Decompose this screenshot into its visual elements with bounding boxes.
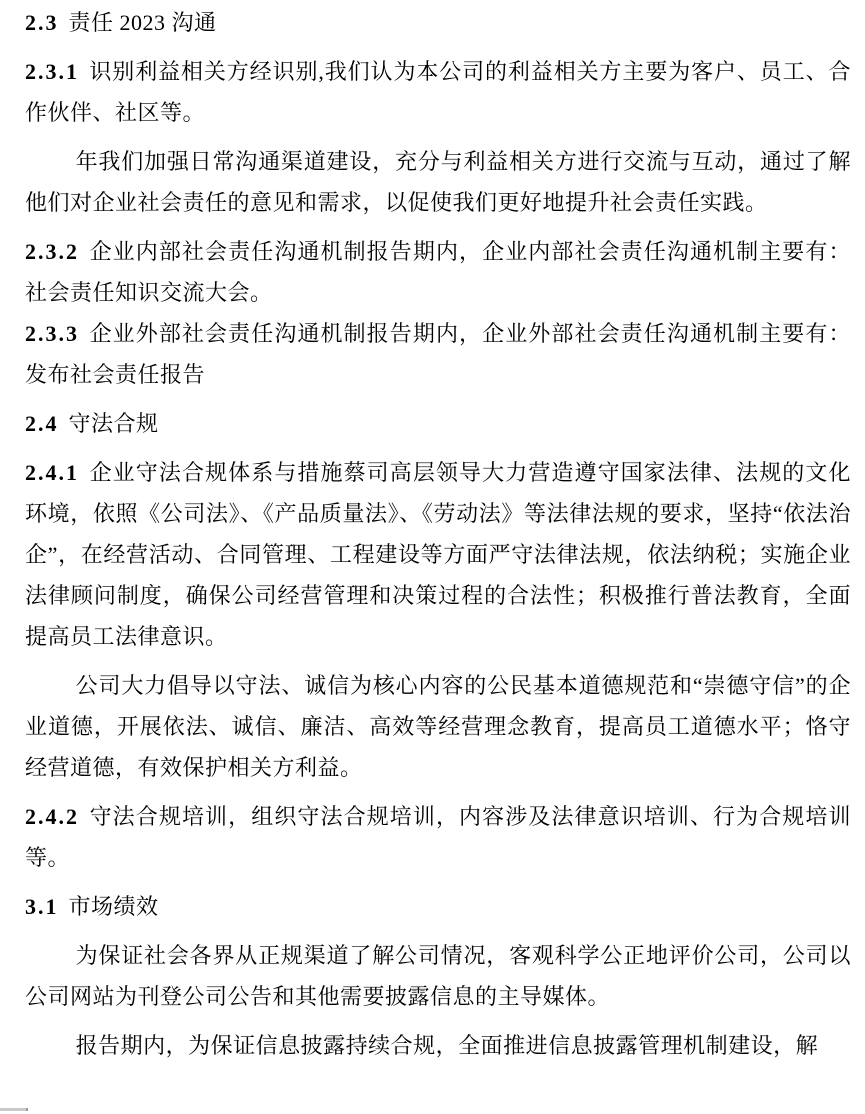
section-title: 市场绩效: [68, 894, 159, 919]
section-heading-3-1: [25, 886, 851, 927]
paragraph-reporting-period: [25, 1025, 851, 1066]
section-title: 守法合规: [68, 411, 159, 436]
paragraph-text: 企业内部社会责任沟通机制报告期内，企业内部社会责任沟通机制主要有：社会责任知识交流大会。: [25, 239, 851, 305]
paragraph-number: 2.4.2: [25, 804, 79, 829]
paragraph-number: 2.3.2: [25, 239, 79, 264]
paragraph-2-3-2: [25, 231, 851, 313]
section-number: 3.1: [25, 894, 59, 919]
paragraph-text: 企业守法合规体系与措施蔡司高层领导大力营造遵守国家法律、法规的文化环境，依照《公司法》、《产品质量法》、《劳动法》等法律法规的要求，坚持“依法治企”，在经营活动、合同管理、工程建设等方面严守法律法规，依法纳税；实施企业法律顾问制度，确保公司经营管理和决策过程的合法性；积极推行普法教育，全面提高员工法律意识。: [25, 460, 851, 649]
section-title: 责任 2023 沟通: [68, 10, 217, 35]
section-heading-2-3: [25, 2, 851, 43]
section-heading-2-4: [25, 403, 851, 444]
paragraph-number: 2.3.1: [25, 59, 79, 84]
paragraph-public-disclosure: [25, 935, 851, 1017]
paragraph-text: 为保证社会各界从正规渠道了解公司情况，客观科学公正地评价公司，公司以公司网站为刊登公司公告和其他需要披露信息的主导媒体。: [25, 943, 851, 1009]
paragraph-text: 年我们加强日常沟通渠道建设，充分与利益相关方进行交流与互动，通过了解他们对企业社会责任的意见和需求，以促使我们更好地提升社会责任实践。: [25, 149, 851, 215]
paragraph-number: 2.4.1: [25, 460, 79, 485]
paragraph-2-4-1: [25, 452, 851, 657]
paragraph-2-3-3: [25, 313, 851, 395]
paragraph-text: 守法合规培训，组织守法合规培训，内容涉及法律意识培训、行为合规培训等。: [25, 804, 851, 870]
paragraph-text: 识别利益相关方经识别,我们认为本公司的利益相关方主要为客户、员工、合作伙伴、社区等。: [25, 59, 851, 125]
paragraph-text: 报告期内，为保证信息披露持续合规，全面推进信息披露管理机制建设，解: [75, 1033, 819, 1058]
section-number: 2.3: [25, 10, 59, 35]
paragraph-ethics-advocacy: [25, 665, 851, 788]
paragraph-number: 2.3.3: [25, 321, 79, 346]
paragraph-2-4-2: [25, 796, 851, 878]
bottom-left-cutoff-fragment: [0, 1108, 28, 1111]
paragraph-communication-channels: [25, 141, 851, 223]
paragraph-2-3-1: [25, 51, 851, 133]
section-number: 2.4: [25, 411, 59, 436]
paragraph-text: 公司大力倡导以守法、诚信为核心内容的公民基本道德规范和“崇德守信”的企业道德，开展依法、诚信、廉洁、高效等经营理念教育，提高员工道德水平；恪守经营道德，有效保护相关方利益。: [25, 673, 851, 780]
paragraph-text: 企业外部社会责任沟通机制报告期内，企业外部社会责任沟通机制主要有：发布社会责任报告: [25, 321, 851, 387]
